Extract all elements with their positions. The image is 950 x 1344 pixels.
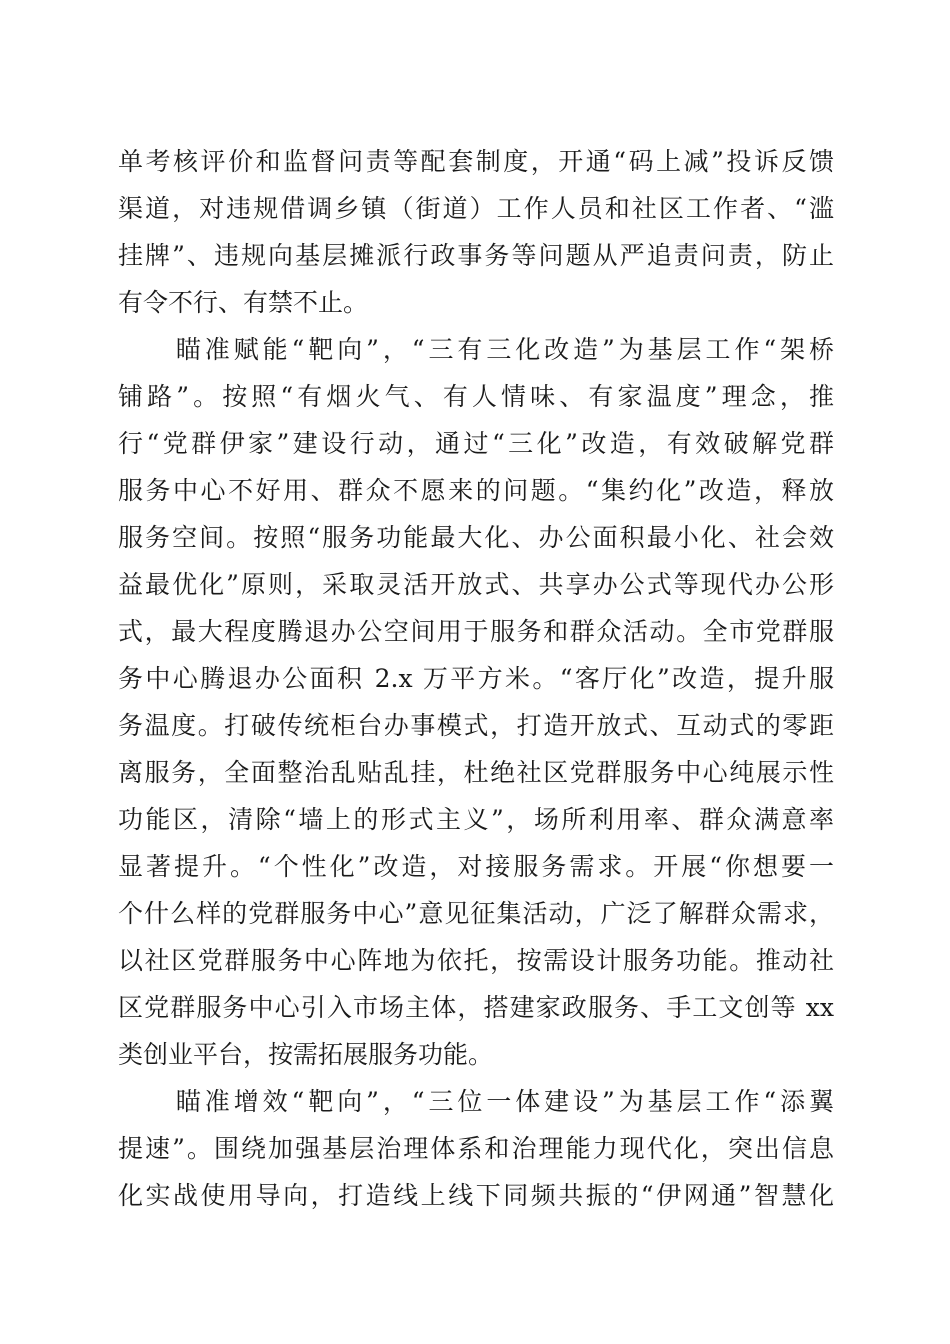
text-line: 服务中心不好用、群众不愿来的问题。“集约化”改造，释放 bbox=[118, 476, 834, 505]
text-line: 益最优化”原则，采取灵活开放式、共享办公式等现代办公形 bbox=[118, 570, 834, 599]
text-line: 离服务，全面整治乱贴乱挂，杜绝社区党群服务中心纯展示性 bbox=[118, 758, 834, 787]
text-line: 行“党群伊家”建设行动，通过“三化”改造，有效破解党群 bbox=[118, 429, 834, 458]
text-line: 化实战使用导向，打造线上线下同频共振的“伊网通”智慧化 bbox=[118, 1181, 834, 1210]
text-line: 渠道，对违规借调乡镇（街道）工作人员和社区工作者、“滥 bbox=[118, 194, 834, 223]
text-line: 单考核评价和监督问责等配套制度，开通“码上减”投诉反馈 bbox=[118, 147, 834, 176]
text-line: 瞄准增效“靶向”，“三位一体建设”为基层工作“添翼 bbox=[118, 1087, 834, 1116]
text-line: 有令不行、有禁不止。 bbox=[118, 288, 369, 317]
text-line: 铺路”。按照“有烟火气、有人情味、有家温度”理念，推 bbox=[118, 382, 834, 411]
paragraph-3 bbox=[118, 1078, 834, 1219]
text-line: 区党群服务中心引入市场主体，搭建家政服务、手工文创等 xx bbox=[118, 993, 834, 1022]
paragraph-2 bbox=[118, 326, 834, 1078]
text-line: 服务空间。按照“服务功能最大化、办公面积最小化、社会效 bbox=[118, 523, 834, 552]
text-line: 挂牌”、违规向基层摊派行政事务等问题从严追责问责，防止 bbox=[118, 241, 834, 270]
text-line: 功能区，清除“墙上的形式主义”，场所利用率、群众满意率 bbox=[118, 805, 834, 834]
text-line: 提速”。围绕加强基层治理体系和治理能力现代化，突出信息 bbox=[118, 1134, 834, 1163]
text-line: 务温度。打破传统柜台办事模式，打造开放式、互动式的零距 bbox=[118, 711, 834, 740]
text-line: 类创业平台，按需拓展服务功能。 bbox=[118, 1040, 494, 1069]
text-line: 瞄准赋能“靶向”，“三有三化改造”为基层工作“架桥 bbox=[118, 335, 834, 364]
text-line: 式，最大程度腾退办公空间用于服务和群众活动。全市党群服 bbox=[118, 617, 834, 646]
text-line: 显著提升。“个性化”改造，对接服务需求。开展“你想要一 bbox=[118, 852, 834, 881]
document-body bbox=[118, 138, 834, 1219]
text-line: 个什么样的党群服务中心”意见征集活动，广泛了解群众需求， bbox=[118, 899, 834, 928]
text-line: 以社区党群服务中心阵地为依托，按需设计服务功能。推动社 bbox=[118, 946, 834, 975]
text-line: 务中心腾退办公面积 2.x 万平方米。“客厅化”改造，提升服 bbox=[118, 664, 834, 693]
paragraph-1 bbox=[118, 138, 834, 326]
